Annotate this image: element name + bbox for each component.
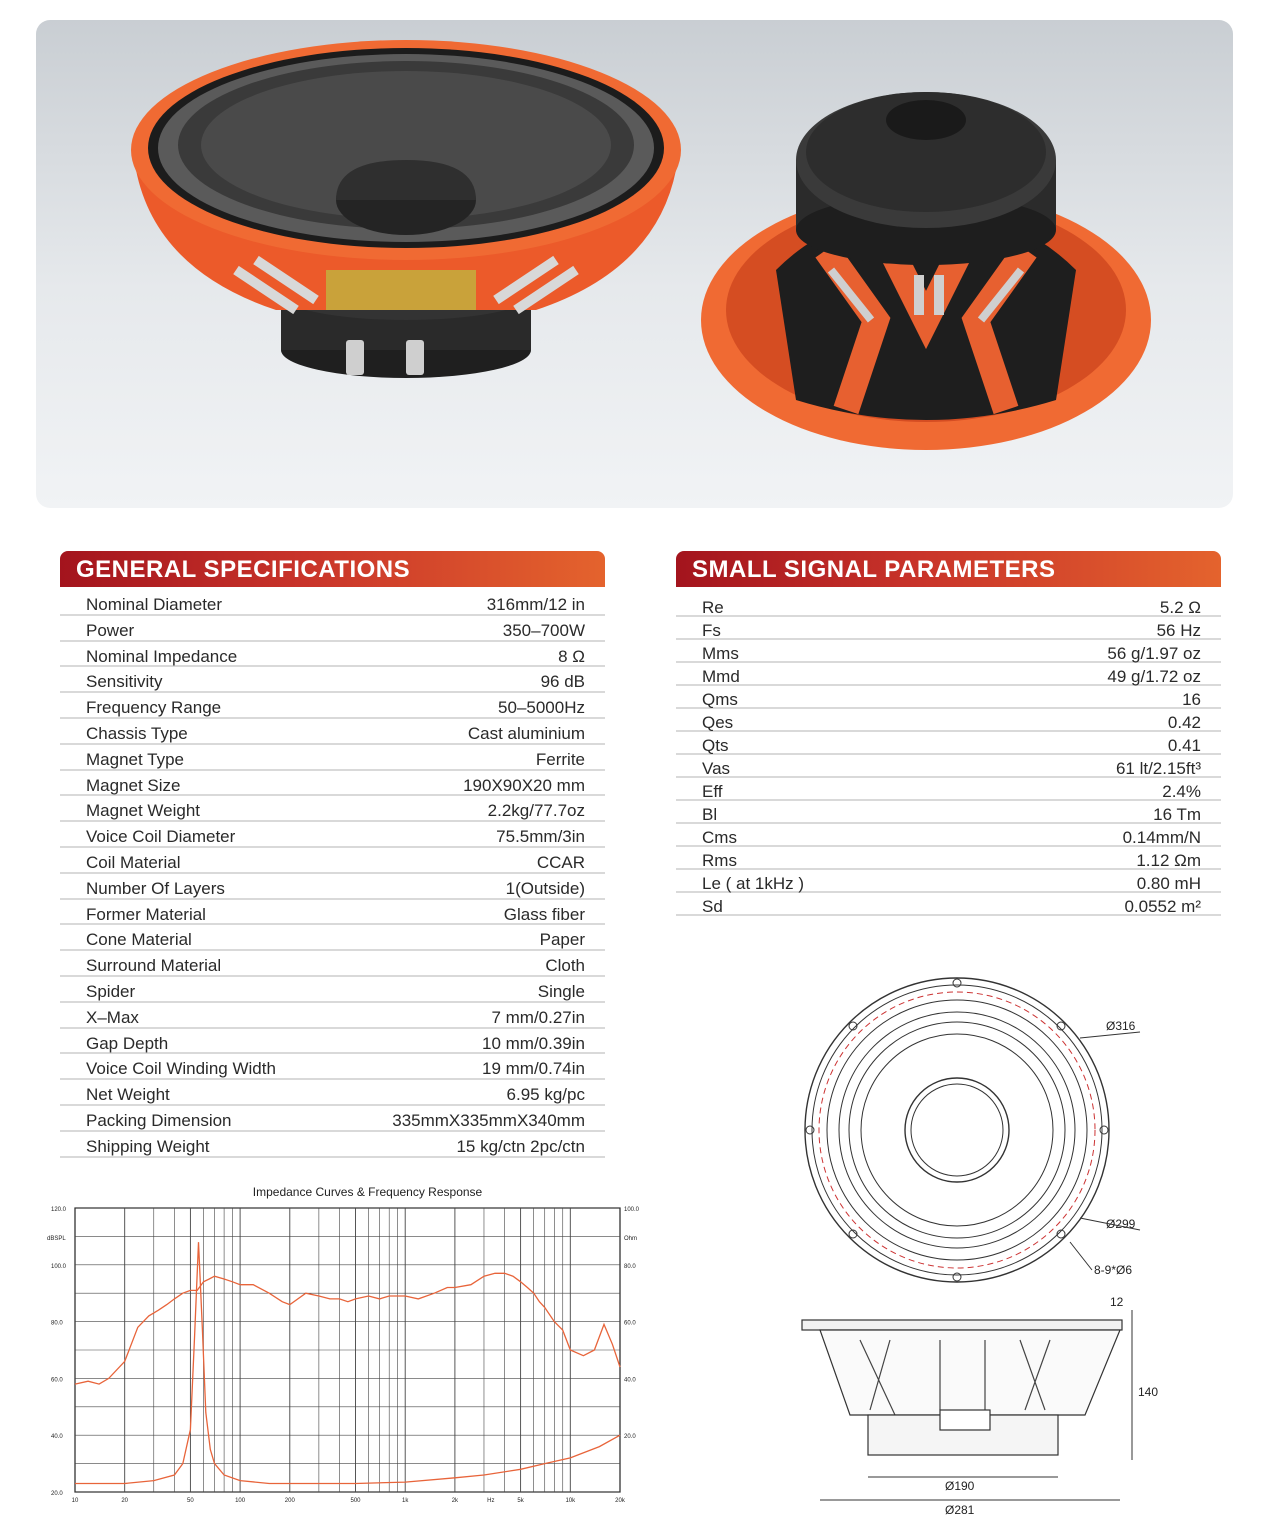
- spec-row: [676, 640, 1221, 663]
- y-axis-label-right: Ohm: [624, 1236, 638, 1242]
- spec-value: 0.42: [1167, 713, 1201, 732]
- spec-row: [676, 732, 1221, 755]
- x-tick-label: 500: [350, 1498, 361, 1504]
- spec-label: Sensitivity: [86, 672, 163, 692]
- x-axis-label: Hz: [487, 1498, 495, 1504]
- y-tick-left: 20.0: [51, 1491, 63, 1497]
- spec-value: Glass fiber: [503, 904, 585, 924]
- spec-row: [676, 801, 1221, 824]
- spec-row: [676, 824, 1221, 847]
- spec-value: 7 mm/0.27in: [491, 1007, 585, 1027]
- spec-value: 6.95 kg/pc: [506, 1085, 585, 1105]
- x-tick-label: 10: [71, 1498, 79, 1504]
- side-view-drawing: [802, 1320, 1122, 1455]
- spec-row: [60, 642, 605, 668]
- spec-row: [676, 709, 1221, 732]
- y-tick-left: 60.0: [51, 1377, 63, 1384]
- spec-label: Bl: [702, 805, 718, 824]
- holes-label: 8-9*Ø6: [1094, 1263, 1133, 1277]
- spec-value: 335mmX335mmX340mm: [392, 1110, 585, 1130]
- spec-label: X–Max: [86, 1007, 139, 1027]
- spec-value: 0.41: [1167, 736, 1201, 755]
- dim-281-label: Ø281: [945, 1503, 975, 1517]
- general-specs-header: GENERAL SPECIFICATIONS: [60, 551, 605, 587]
- spec-label: Voice Coil Winding Width: [86, 1059, 276, 1079]
- spec-label: Surround Material: [86, 956, 222, 976]
- spec-value: 19 mm/0.74in: [482, 1059, 585, 1079]
- spec-label: Vas: [702, 759, 731, 778]
- dimension-drawing: [780, 960, 1200, 1525]
- spec-value: 50–5000Hz: [498, 698, 585, 718]
- y-axis-label-left: dBSPL: [47, 1236, 66, 1242]
- spec-row: [60, 693, 605, 719]
- spec-label: Packing Dimension: [86, 1110, 232, 1130]
- spec-row: [60, 616, 605, 642]
- small-signal-table: [676, 594, 1221, 916]
- spec-label: Magnet Type: [86, 749, 184, 769]
- spec-value: Ferrite: [535, 749, 585, 769]
- spec-value: 8 Ω: [558, 646, 585, 666]
- spec-value: 2.2kg/77.7oz: [487, 801, 585, 821]
- spec-value: 350–700W: [502, 620, 585, 640]
- dim-12-label: 12: [1110, 1295, 1124, 1309]
- spec-row: [676, 617, 1221, 640]
- spec-value: 1(Outside): [505, 878, 585, 898]
- spec-row: [676, 870, 1221, 893]
- spec-value: CCAR: [536, 852, 585, 872]
- spec-label: Mms: [702, 644, 739, 663]
- x-tick-label: 10k: [565, 1498, 576, 1504]
- spec-row: [60, 1029, 605, 1055]
- x-tick-label: 5k: [517, 1498, 524, 1504]
- spec-row: [60, 796, 605, 822]
- speaker-front-image: [131, 40, 681, 378]
- spec-row: [60, 1106, 605, 1132]
- spec-value: 75.5mm/3in: [496, 827, 585, 847]
- spec-row: [60, 900, 605, 926]
- spec-row: [60, 1080, 605, 1106]
- spec-label: Sd: [702, 897, 723, 916]
- spec-label: Mmd: [702, 667, 740, 686]
- spec-label: Magnet Weight: [86, 801, 201, 821]
- y-tick-right: 40.0: [624, 1377, 636, 1384]
- spec-label: Voice Coil Diameter: [86, 827, 236, 847]
- spec-label: Cms: [702, 828, 737, 847]
- dim-190-label: Ø190: [945, 1479, 975, 1493]
- y-tick-left: 120.0: [51, 1207, 67, 1213]
- spec-value: Cast aluminium: [467, 723, 585, 743]
- spec-row: [676, 594, 1221, 617]
- spec-value: 0.0552 m²: [1124, 897, 1201, 916]
- spec-row: [60, 771, 605, 797]
- spec-label: Shipping Weight: [86, 1136, 210, 1156]
- speaker-rear-image: [701, 92, 1151, 450]
- spec-row: [60, 951, 605, 977]
- spec-value: 190X90X20 mm: [463, 775, 585, 795]
- spec-label: Eff: [702, 782, 723, 801]
- x-tick-label: 200: [284, 1498, 295, 1504]
- spec-value: Cloth: [545, 956, 585, 976]
- y-tick-right: 20.0: [624, 1434, 636, 1441]
- x-tick-label: 1k: [402, 1498, 409, 1504]
- spec-row: [60, 1003, 605, 1029]
- spec-row: [676, 847, 1221, 870]
- y-tick-left: 100.0: [51, 1263, 67, 1270]
- x-tick-label: 50: [187, 1498, 194, 1504]
- spec-value: 16: [1182, 690, 1201, 709]
- spec-row: [60, 848, 605, 874]
- spec-value: 316mm/12 in: [486, 595, 585, 614]
- x-tick-label: 20k: [615, 1498, 625, 1504]
- spec-value: 15 kg/ctn 2pc/ctn: [456, 1136, 585, 1156]
- dim-140-label: 140: [1138, 1385, 1159, 1399]
- spec-row: [676, 893, 1221, 916]
- spec-label: Frequency Range: [86, 698, 222, 718]
- spec-label: Chassis Type: [86, 723, 188, 743]
- chart-title: Impedance Curves & Frequency Response: [252, 1185, 483, 1199]
- spec-value: 10 mm/0.39in: [482, 1033, 585, 1053]
- spec-row: [60, 667, 605, 693]
- spec-label: Fs: [702, 621, 721, 640]
- spec-label: Qes: [702, 713, 734, 732]
- spec-label: Nominal Impedance: [86, 646, 238, 666]
- spec-label: Coil Material: [86, 852, 181, 872]
- y-tick-right: 60.0: [624, 1320, 636, 1327]
- spec-value: Single: [537, 981, 585, 1001]
- spec-value: 96 dB: [540, 672, 585, 692]
- spec-label: Spider: [86, 981, 136, 1001]
- spec-row: [676, 663, 1221, 686]
- y-tick-right: 80.0: [624, 1263, 636, 1270]
- spec-row: [60, 590, 605, 616]
- spec-row: [60, 1054, 605, 1080]
- spec-value: Paper: [539, 930, 585, 950]
- spec-label: Le ( at 1kHz ): [702, 874, 805, 893]
- spec-label: Cone Material: [86, 930, 192, 950]
- spec-label: Nominal Diameter: [86, 595, 223, 614]
- spec-label: Qms: [702, 690, 738, 709]
- spec-row: [676, 755, 1221, 778]
- y-tick-right: 100.0: [624, 1207, 640, 1213]
- spec-row: [676, 686, 1221, 709]
- spec-row: [676, 778, 1221, 801]
- x-tick-label: 100: [235, 1498, 246, 1504]
- spec-value: 61 lt/2.15ft³: [1115, 759, 1201, 778]
- spec-label: Gap Depth: [86, 1033, 169, 1053]
- y-tick-left: 40.0: [51, 1434, 63, 1441]
- x-tick-label: 2k: [451, 1498, 459, 1504]
- front-view-drawing: [805, 978, 1109, 1282]
- spec-row: [60, 874, 605, 900]
- spec-label: Former Material: [86, 904, 206, 924]
- general-specs-table: [60, 590, 605, 1158]
- spec-label: Magnet Size: [86, 775, 181, 795]
- spec-value: 56 g/1.97 oz: [1107, 644, 1201, 663]
- dim-299-label: Ø299: [1106, 1217, 1136, 1231]
- spec-label: Re: [702, 598, 724, 617]
- spec-value: 2.4%: [1162, 782, 1201, 801]
- spec-value: 0.80 mH: [1136, 874, 1201, 893]
- spec-label: Rms: [702, 851, 737, 870]
- spec-value: 49 g/1.72 oz: [1107, 667, 1201, 686]
- y-tick-left: 80.0: [51, 1320, 63, 1327]
- spec-label: Qts: [702, 736, 729, 755]
- small-signal-header: SMALL SIGNAL PARAMETERS: [676, 551, 1221, 587]
- spec-label: Net Weight: [86, 1085, 170, 1105]
- spec-row: [60, 822, 605, 848]
- spec-value: 0.14mm/N: [1122, 828, 1201, 847]
- spec-value: 5.2 Ω: [1159, 598, 1201, 617]
- spec-row: [60, 745, 605, 771]
- spec-row: [60, 1132, 605, 1158]
- spec-row: [60, 925, 605, 951]
- x-tick-label: 20: [121, 1498, 129, 1504]
- spec-label: Number Of Layers: [86, 878, 225, 898]
- impedance-frequency-chart: [40, 1180, 640, 1510]
- spec-value: 1.12 Ωm: [1136, 851, 1201, 870]
- spec-value: 56 Hz: [1156, 621, 1201, 640]
- spec-row: [60, 719, 605, 745]
- dim-316-label: Ø316: [1106, 1019, 1136, 1033]
- spec-row: [60, 977, 605, 1003]
- product-photo-panel: [36, 20, 1233, 508]
- spec-value: 16 Tm: [1153, 805, 1201, 824]
- speaker-illustration: [36, 20, 1233, 508]
- spec-label: Power: [86, 620, 135, 640]
